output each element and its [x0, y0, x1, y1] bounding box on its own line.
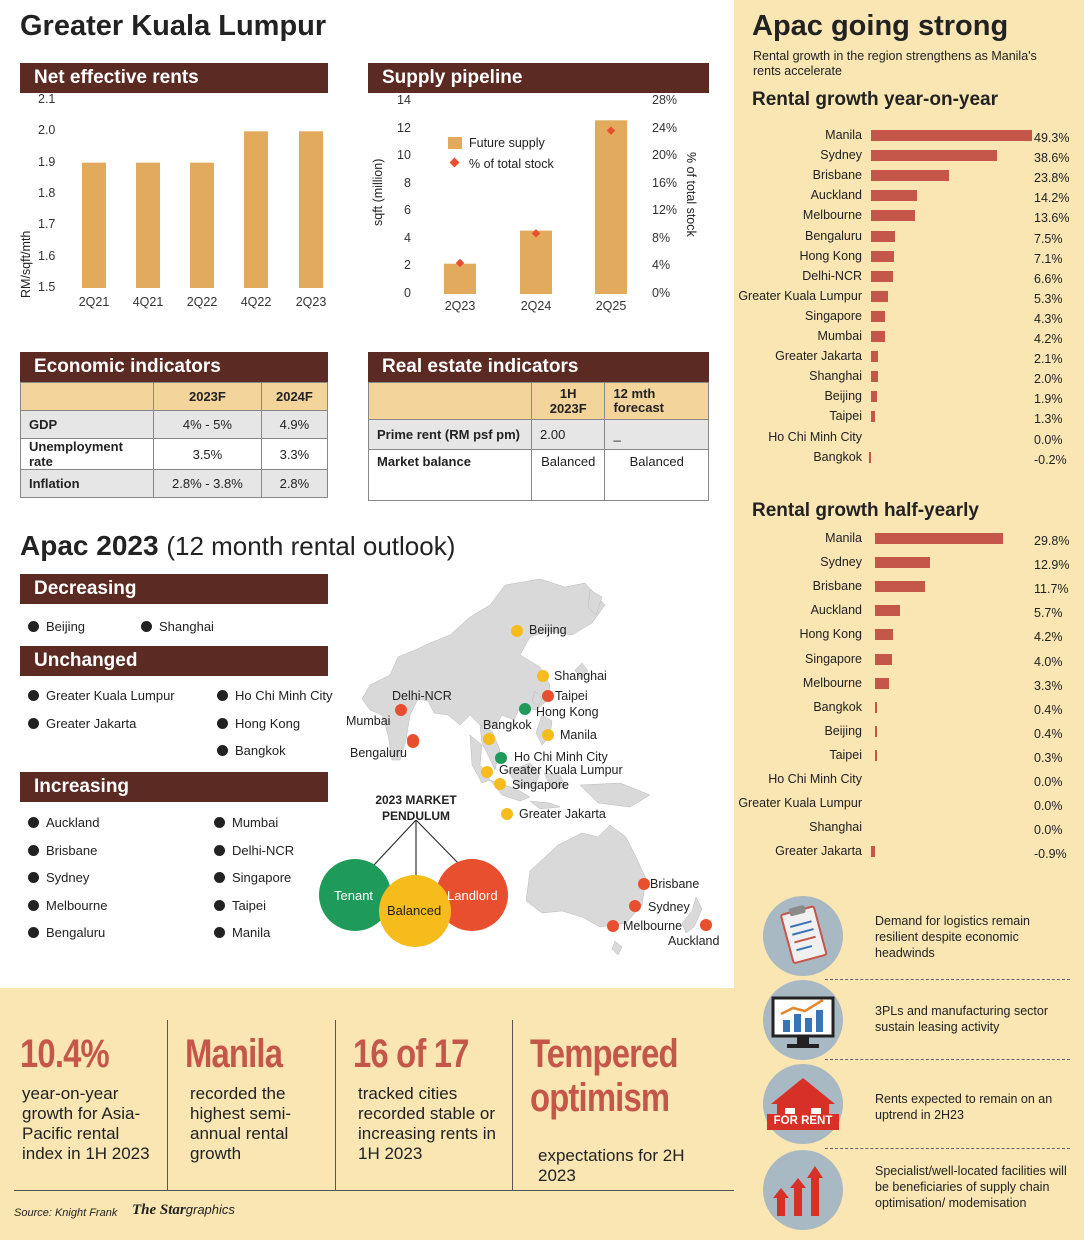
stat-2-big: Manila [185, 1032, 283, 1076]
supply-xtick: 2Q23 [444, 299, 476, 313]
yoy-title: Rental growth year-on-year [752, 89, 998, 110]
map-city-label: Manila [560, 728, 597, 742]
growth-city-label: Delhi-NCR [802, 268, 862, 283]
growth-value: 5.7% [1034, 606, 1063, 621]
unchanged-header: Unchanged [20, 646, 328, 676]
monitor-chart-icon [763, 980, 843, 1060]
growth-value: 49.3% [1034, 131, 1070, 145]
growth-bar [875, 678, 889, 689]
map-city-label: Mumbai [346, 714, 391, 728]
supply-bar [520, 231, 552, 294]
growth-value: 4.3% [1034, 311, 1063, 326]
growth-bar [871, 311, 885, 322]
map-city-label: Hong Kong [536, 705, 599, 719]
growth-value: 13.6% [1034, 211, 1070, 226]
increasing-item: Manila [214, 925, 270, 940]
growth-city-label: Hong Kong [799, 248, 862, 263]
map-city-label: Singapore [512, 778, 569, 792]
growth-city-label: Bangkok [813, 699, 862, 714]
stat-3-text: tracked cities recorded stable or increasing rents in 1H 2023 [358, 1084, 496, 1163]
growth-bar [871, 846, 875, 857]
growth-city-label: Sydney [820, 148, 862, 163]
supply-bar [595, 120, 627, 294]
growth-city-label: Hong Kong [799, 627, 862, 642]
growth-city-label: Greater Kuala Lumpur [738, 288, 862, 303]
supply-ytick-right: 12% [652, 203, 678, 218]
growth-bar [869, 452, 871, 463]
growth-value: 0.0% [1034, 432, 1063, 447]
supply-ytick-left: 14 [397, 93, 411, 107]
half-title: Rental growth half-yearly [752, 500, 979, 521]
growth-city-label: Manila [825, 531, 862, 545]
growth-value: 5.3% [1034, 291, 1063, 306]
decreasing-item: Shanghai [141, 619, 214, 634]
growth-city-label: Manila [825, 128, 862, 142]
growth-city-label: Greater Kuala Lumpur [738, 796, 862, 811]
growth-value: 1.3% [1034, 412, 1063, 427]
supply-ytick-left: 12 [397, 120, 411, 135]
ner-ytick: 1.9 [38, 154, 56, 169]
supply-ytick-right: 4% [652, 258, 671, 273]
growth-bar [875, 533, 1003, 544]
increasing-header: Increasing [20, 772, 328, 802]
supply-ytick-left: 0 [404, 286, 411, 300]
growth-bar [871, 411, 875, 422]
growth-value: 29.8% [1034, 534, 1070, 548]
growth-city-label: Greater Jakarta [775, 349, 862, 364]
supply-ytick-left: 6 [404, 203, 411, 218]
growth-city-label: Shanghai [809, 820, 862, 835]
legend-bar-label: Future supply [469, 136, 545, 150]
growth-city-label: Ho Chi Minh City [768, 772, 862, 786]
growth-value: 14.2% [1034, 191, 1070, 206]
growth-bar [875, 605, 900, 616]
stat-1-big: 10.4% [20, 1032, 109, 1076]
map-city-dot [395, 704, 407, 716]
growth-city-label: Beijing [824, 389, 862, 404]
growth-city-label: Taipei [829, 747, 862, 762]
increasing-item: Melbourne [28, 898, 107, 913]
map-city-dot [629, 900, 641, 912]
increasing-item: Bengaluru [28, 925, 105, 940]
increasing-item: Brisbane [28, 843, 97, 858]
growth-bar [871, 331, 885, 342]
growth-value: 7.1% [1034, 251, 1063, 266]
map-city-label: Bengaluru [350, 746, 407, 760]
growth-bar [871, 130, 1032, 141]
map-city-dot [481, 766, 493, 778]
map-city-label: Greater Kuala Lumpur [499, 763, 623, 777]
growth-bar [871, 251, 894, 262]
growth-city-label: Taipei [829, 409, 862, 424]
growth-bar [871, 271, 893, 282]
growth-bar [875, 654, 892, 665]
map-city-label: Bangkok [483, 718, 532, 732]
source-text: Source: Knight Frank [14, 1207, 118, 1219]
growth-bar [871, 371, 878, 382]
growth-value: 7.5% [1034, 231, 1063, 246]
supply-ytick-right: 8% [652, 230, 671, 245]
map-city-dot [483, 733, 495, 745]
econ-col-2024: 2024F [261, 383, 327, 411]
growth-bar [871, 351, 878, 362]
growth-city-label: Sydney [820, 555, 862, 570]
growth-value: -0.2% [1034, 452, 1067, 467]
stat-4-text: expectations for 2H 2023 [538, 1146, 685, 1185]
pendulum-tenant-label: Tenant [334, 888, 374, 903]
growth-bar [875, 726, 877, 737]
growth-value: 4.0% [1034, 654, 1063, 669]
map-city-dot [511, 625, 523, 637]
logistics-item-3: Rents expected to remain on an uptrend in 2H23 [875, 1092, 1053, 1122]
growth-value: 11.7% [1034, 582, 1069, 597]
ner-ytick: 1.6 [38, 248, 56, 263]
logistics-item-1: Demand for logistics remain resilient despite economic headwinds [875, 914, 1030, 960]
growth-value: 4.2% [1034, 630, 1063, 645]
supply-xtick: 2Q24 [520, 299, 552, 313]
pendulum-title: 2023 MARKET PENDULUM [375, 793, 457, 823]
growth-city-label: Ho Chi Minh City [768, 429, 862, 444]
supply-ytick-right: 24% [652, 120, 678, 135]
map-city-dot [501, 808, 513, 820]
ner-ytick: 2.1 [38, 92, 56, 106]
re-header: Real estate indicators [368, 352, 709, 382]
apac-title: Apac going strong [752, 10, 1009, 42]
growth-bar [871, 391, 877, 402]
growth-bar [875, 702, 877, 713]
map-city-dot [519, 703, 531, 715]
supply-chart [0, 0, 734, 320]
map-city-label: Taipei [555, 689, 588, 703]
econ-header: Economic indicators [20, 352, 328, 382]
supply-ytick-right: 0% [652, 286, 671, 300]
growth-bar [871, 291, 888, 302]
ner-ytick: 2.0 [38, 123, 56, 138]
ner-ytick: 1.5 [38, 280, 56, 294]
map-city-dot [542, 690, 554, 702]
growth-city-label: Auckland [810, 603, 862, 618]
growth-bar [871, 231, 895, 242]
increasing-item: Sydney [28, 870, 89, 885]
supply-ytick-right: 28% [652, 93, 678, 107]
logistics-item-2: 3PLs and manufacturing sector sustain leasing activity [875, 1004, 1049, 1034]
growth-city-label: Brisbane [812, 579, 862, 594]
growth-value: -0.9% [1034, 847, 1067, 862]
growth-city-label: Greater Jakarta [775, 844, 862, 859]
supply-xtick: 2Q25 [595, 299, 627, 313]
ner-xtick: 2Q21 [78, 295, 110, 309]
re-col-12m: 12 mth forecast [605, 383, 709, 420]
stat-2-text: recorded the highest semi-annual rental growth [190, 1084, 292, 1163]
supply-ylabel-left: sqft (million) [371, 158, 385, 226]
increasing-item: Auckland [28, 815, 99, 830]
outlook-title: Apac 2023 (12 month rental outlook) [20, 530, 456, 561]
growth-value: 2.1% [1034, 352, 1063, 367]
econ-col-2023: 2023F [154, 383, 262, 411]
growth-bar [871, 170, 949, 181]
supply-ytick-left: 10 [397, 148, 411, 163]
growth-bar [875, 557, 930, 568]
growth-city-label: Melbourne [802, 208, 862, 223]
growth-value: 4.2% [1034, 332, 1063, 346]
growth-value: 12.9% [1034, 558, 1070, 573]
supply-ytick-left: 4 [404, 230, 411, 245]
map-city-dot [542, 729, 554, 741]
brand-logo: The Stargraphics [132, 1202, 235, 1218]
ner-xtick: 2Q23 [295, 295, 327, 309]
growth-bar [875, 581, 925, 592]
supply-ytick-left: 2 [404, 258, 411, 273]
growth-bar [871, 150, 997, 161]
growth-city-label: Mumbai [817, 329, 862, 343]
supply-ytick-left: 8 [404, 175, 411, 190]
ner-xtick: 4Q22 [240, 295, 272, 309]
map-city-label: Shanghai [554, 669, 607, 683]
econ-row-label: GDP [21, 411, 154, 439]
map-city-dot [700, 919, 712, 931]
growth-value: 1.9% [1034, 392, 1063, 407]
page-title: Greater Kuala Lumpur [20, 10, 327, 42]
unchanged-item: Ho Chi Minh City [217, 688, 333, 703]
growth-value: 3.3% [1034, 678, 1063, 693]
map-city-label: Brisbane [650, 877, 700, 891]
growth-value: 0.4% [1034, 726, 1063, 741]
logistics-item-4: Specialist/well-located facilities will be beneficiaries of supply chain optimisation/ modemisation [875, 1164, 1067, 1210]
increasing-item: Singapore [214, 870, 291, 885]
growth-value: 6.6% [1034, 271, 1063, 286]
map-city-label: Sydney [648, 900, 690, 914]
increasing-item: Taipei [214, 898, 266, 913]
unchanged-item: Greater Jakarta [28, 716, 136, 731]
growth-value: 0.0% [1034, 823, 1063, 838]
map-city-dot [537, 670, 549, 682]
ner-xtick: 2Q22 [186, 295, 218, 309]
growth-bar [875, 750, 877, 761]
decreasing-item: Beijing [28, 619, 85, 634]
unchanged-item: Greater Kuala Lumpur [28, 688, 175, 703]
decreasing-header: Decreasing [20, 574, 328, 604]
growth-bar [871, 190, 917, 201]
growth-city-label: Bangkok [813, 449, 862, 464]
growth-value: 0.3% [1034, 750, 1063, 765]
unchanged-item: Hong Kong [217, 716, 300, 731]
supply-header: Supply pipeline [368, 63, 709, 93]
growth-city-label: Bengaluru [805, 228, 862, 243]
map-city-dot [638, 878, 650, 890]
map-city-dot [407, 736, 419, 748]
growth-value: 38.6% [1034, 151, 1070, 166]
for-rent-sign: FOR RENT [773, 1115, 833, 1127]
growth-city-label: Melbourne [802, 675, 862, 690]
map-city-label: Ho Chi Minh City [514, 750, 608, 764]
ner-ytick: 1.7 [38, 217, 56, 232]
stat-1-text: year-on-year growth for Asia-Pacific rental index in 1H 2023 [22, 1084, 150, 1163]
map-city-label: Auckland [668, 934, 720, 948]
growth-value: 0.0% [1034, 799, 1063, 814]
growth-city-label: Beijing [824, 723, 862, 738]
map-city-dot [607, 920, 619, 932]
growth-city-label: Singapore [805, 308, 862, 323]
re-col-1h: 1H 2023F [532, 383, 605, 420]
stat-separator [167, 1020, 168, 1190]
uptrend-arrows-icon [763, 1150, 843, 1230]
stat-separator [512, 1020, 513, 1190]
map-city-label: Melbourne [623, 919, 683, 933]
pendulum-balanced-label: Balanced [387, 903, 442, 918]
ner-xtick: 4Q21 [132, 295, 164, 309]
footer-rule [14, 1190, 739, 1191]
growth-city-label: Shanghai [809, 369, 862, 384]
increasing-item: Delhi-NCR [214, 843, 294, 858]
re-table: 1H 2023F 12 mth forecast Prime rent (RM psf pm) 2.00 _ Market balance Balanced Balanced [368, 382, 709, 501]
stat-separator [335, 1020, 336, 1190]
clipboard-icon [763, 896, 843, 976]
supply-ylabel-right: % of total stock [684, 152, 698, 237]
growth-city-label: Auckland [810, 188, 862, 203]
supply-bar [444, 264, 476, 294]
supply-ytick-right: 16% [652, 175, 678, 190]
legend-dot-label: % of total stock [469, 157, 554, 171]
econ-row-label: Unemployment rate [21, 439, 154, 470]
growth-value: 2.0% [1034, 372, 1063, 387]
pendulum-landlord-label: Landlord [447, 888, 498, 903]
growth-city-label: Brisbane [812, 168, 862, 183]
stat-3-big: 16 of 17 [353, 1032, 469, 1076]
growth-bar [871, 210, 915, 221]
map-city-dot [494, 778, 506, 790]
growth-value: 0.4% [1034, 702, 1063, 717]
growth-value: 0.0% [1034, 775, 1063, 789]
supply-ytick-right: 20% [652, 148, 678, 163]
map-city-label: Beijing [529, 623, 567, 637]
ner-ytick: 1.8 [38, 186, 56, 200]
growth-bar [875, 629, 893, 640]
ner-header: Net effective rents [20, 63, 328, 93]
growth-value: 23.8% [1034, 171, 1070, 186]
apac-subtitle: Rental growth in the region strengthens as Manila's rents accelerate [753, 49, 1037, 78]
increasing-item: Mumbai [214, 815, 278, 830]
econ-table: 2023F 2024F GDP 4% - 5% 4.9% Unemployment rate 3.5% 3.3% Inflation 2.8% - 3.8% 2.8% [20, 382, 328, 498]
ner-ylabel: RM/sqft/mth [19, 230, 33, 298]
stat-4-big: Tempered optimism [530, 1032, 678, 1120]
growth-city-label: Singapore [805, 651, 862, 666]
for-rent-house-icon [763, 1064, 843, 1144]
map-city-label: Greater Jakarta [519, 807, 606, 821]
legend-bar-swatch [448, 137, 462, 149]
unchanged-item: Bangkok [217, 743, 286, 758]
map-city-label: Delhi-NCR [392, 689, 452, 703]
econ-row-label: Inflation [21, 470, 154, 498]
